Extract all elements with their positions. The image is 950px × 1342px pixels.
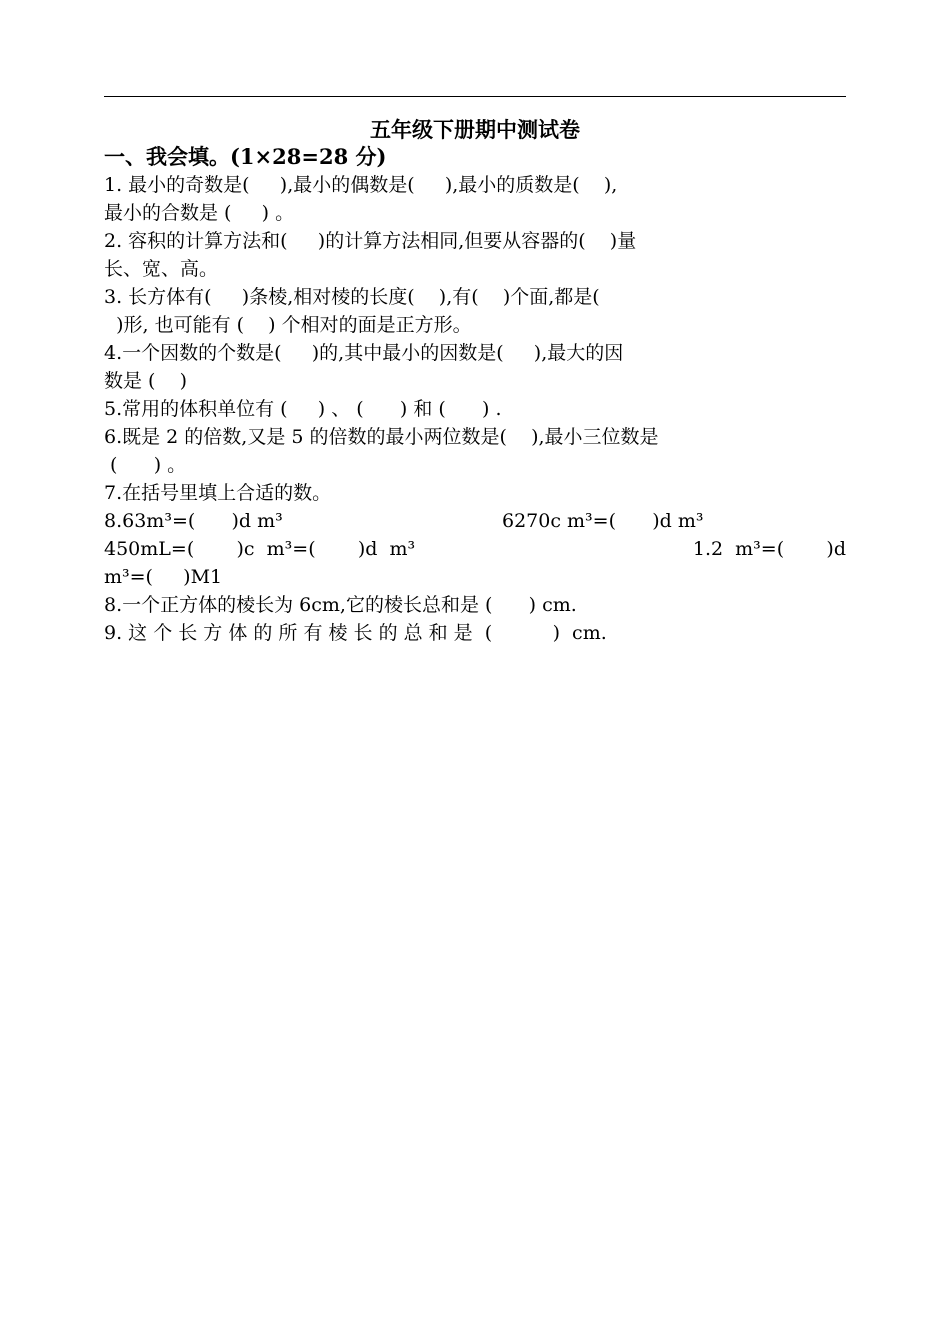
question-9-line-1: 9. 这 个 长 方 体 的 所 有 棱 长 的 总 和 是 ( ) cm.: [104, 622, 607, 644]
question-6-line-1: 6.既是 2 的倍数,又是 5 的倍数的最小两位数是( ),最小三位数是: [104, 426, 659, 448]
question-2-line-2: 长、宽、高。: [104, 258, 219, 280]
question-list: [104, 171, 846, 647]
conversion-item-a: 8.63m³=( )d m³: [104, 510, 283, 532]
question-2-line-1: 2. 容积的计算方法和( )的计算方法相同,但要从容器的( )量: [104, 230, 637, 252]
document-title: 五年级下册期中测试卷: [370, 117, 580, 142]
conversion-item-b: 6270c m³=( )d m³: [502, 510, 704, 532]
question-3-line-1: 3. 长方体有( )条棱,相对棱的长度( ),有( )个面,都是(: [104, 286, 600, 308]
question-3-line-2: )形, 也可能有 ( ) 个相对的面是正方形。: [104, 314, 472, 336]
question-7-line-1: 7.在括号里填上合适的数。: [104, 482, 332, 504]
question-4-line-1: 4.一个因数的个数是( )的,其中最小的因数是( ),最大的因: [104, 342, 624, 364]
question-8b-line-1: 8.一个正方体的棱长为 6cm,它的棱长总和是 ( ) cm.: [104, 594, 577, 616]
section-heading-fill-in: 一、我会填。(1×28=28 分): [104, 144, 387, 169]
header-rule: [104, 96, 846, 97]
conversion-item-d: 1.2 m³=( )d: [692, 538, 846, 560]
question-8-conversion-row-1: [104, 507, 846, 535]
question-1-line-2: 最小的合数是 ( ) 。: [104, 202, 295, 224]
conversion-item-c: 450mL=( )c m³=( )d m³: [104, 538, 416, 560]
question-6-line-2: ( ) 。: [104, 454, 187, 476]
question-8-conversion-row-3: m³=( )M1: [104, 566, 223, 588]
question-1-line-1: 1. 最小的奇数是( ),最小的偶数是( ),最小的质数是( ),: [104, 174, 618, 196]
question-4-line-2: 数是 ( ): [104, 370, 188, 392]
question-5-line-1: 5.常用的体积单位有 ( ) 、 ( ) 和 ( ) .: [104, 398, 502, 420]
question-8-conversion-row-2: [104, 535, 846, 563]
